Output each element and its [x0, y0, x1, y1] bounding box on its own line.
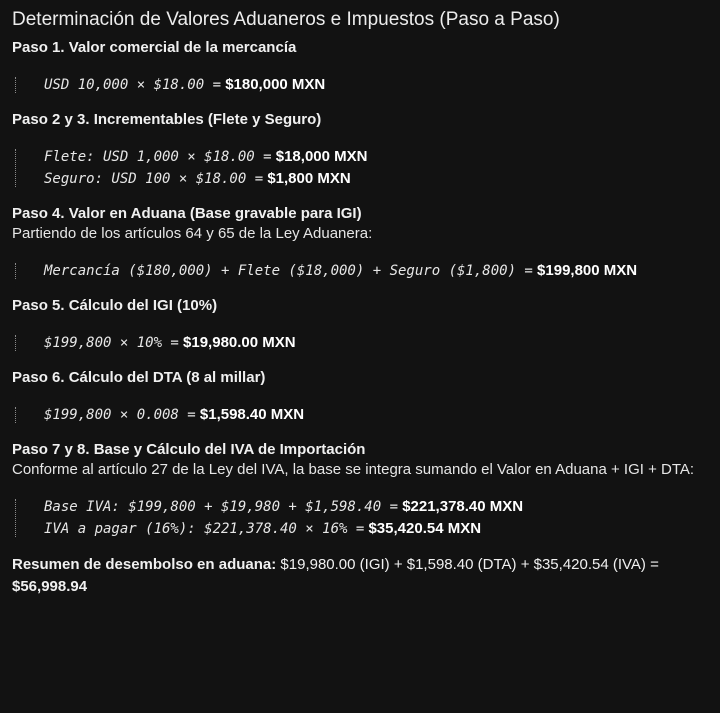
math-line	[44, 260, 708, 282]
summary-detail: $19,980.00 (IGI) + $1,598.40 (DTA) + $35,420.54 (IVA) =	[280, 556, 659, 573]
step-7-8-paragraph: Conforme al artículo 27 de la Ley del IVA, la base se integra sumando el Valor en Aduana + IGI + DTA:	[12, 461, 695, 478]
math-result: $35,420.54 MXN	[368, 520, 482, 537]
step-6-heading: Paso 6. Cálculo del DTA (8 al millar)	[12, 369, 266, 386]
math-line	[44, 168, 708, 190]
summary-total: $56,998.94	[12, 578, 88, 595]
math-result: $180,000 MXN	[225, 76, 326, 93]
step-1-heading: Paso 1. Valor comercial de la mercancía	[12, 39, 297, 56]
step-1-math	[12, 74, 708, 96]
math-result: $221,378.40 MXN	[402, 498, 524, 515]
math-result: $1,598.40 MXN	[199, 406, 305, 423]
math-expression: Seguro: USD 100 × $18.00 =	[44, 171, 264, 187]
math-line	[44, 518, 708, 540]
step-5-heading: Paso 5. Cálculo del IGI (10%)	[12, 297, 218, 314]
step-4-paragraph: Partiendo de los artículos 64 y 65 de la Ley Aduanera:	[12, 225, 373, 242]
math-line	[44, 74, 708, 96]
math-expression: $199,800 × 0.008 =	[44, 407, 196, 423]
math-line	[44, 496, 708, 518]
summary	[12, 554, 708, 598]
step-5-math	[12, 332, 708, 354]
math-expression: $199,800 × 10% =	[44, 335, 179, 351]
math-expression: IVA a pagar (16%): $221,378.40 × 16% =	[44, 521, 365, 537]
step-2-3-heading: Paso 2 y 3. Incrementables (Flete y Seguro)	[12, 111, 322, 128]
math-expression: Flete: USD 1,000 × $18.00 =	[44, 149, 272, 165]
step-6-math	[12, 404, 708, 426]
math-result: $18,000 MXN	[275, 148, 368, 165]
math-result: $1,800 MXN	[267, 170, 351, 187]
math-expression: USD 10,000 × $18.00 =	[44, 77, 222, 93]
math-line	[44, 332, 708, 354]
math-expression: Mercancía ($180,000) + Flete ($18,000) + Seguro ($1,800) =	[44, 263, 533, 279]
math-result: $199,800 MXN	[537, 262, 638, 279]
step-2-3-math	[12, 146, 708, 190]
step-4-math	[12, 260, 708, 282]
step-7-8-math	[12, 496, 708, 540]
math-result: $19,980.00 MXN	[183, 334, 296, 351]
summary-label: Resumen de desembolso en aduana:	[12, 556, 277, 573]
document-title: Determinación de Valores Aduaneros e Impuestos (Paso a Paso)	[12, 9, 560, 30]
step-7-8-heading: Paso 7 y 8. Base y Cálculo del IVA de Importación	[12, 441, 366, 458]
math-expression: Base IVA: $199,800 + $19,980 + $1,598.40 =	[44, 499, 399, 515]
math-line	[44, 404, 708, 426]
math-line	[44, 146, 708, 168]
step-4-heading: Paso 4. Valor en Aduana (Base gravable para IGI)	[12, 205, 362, 222]
